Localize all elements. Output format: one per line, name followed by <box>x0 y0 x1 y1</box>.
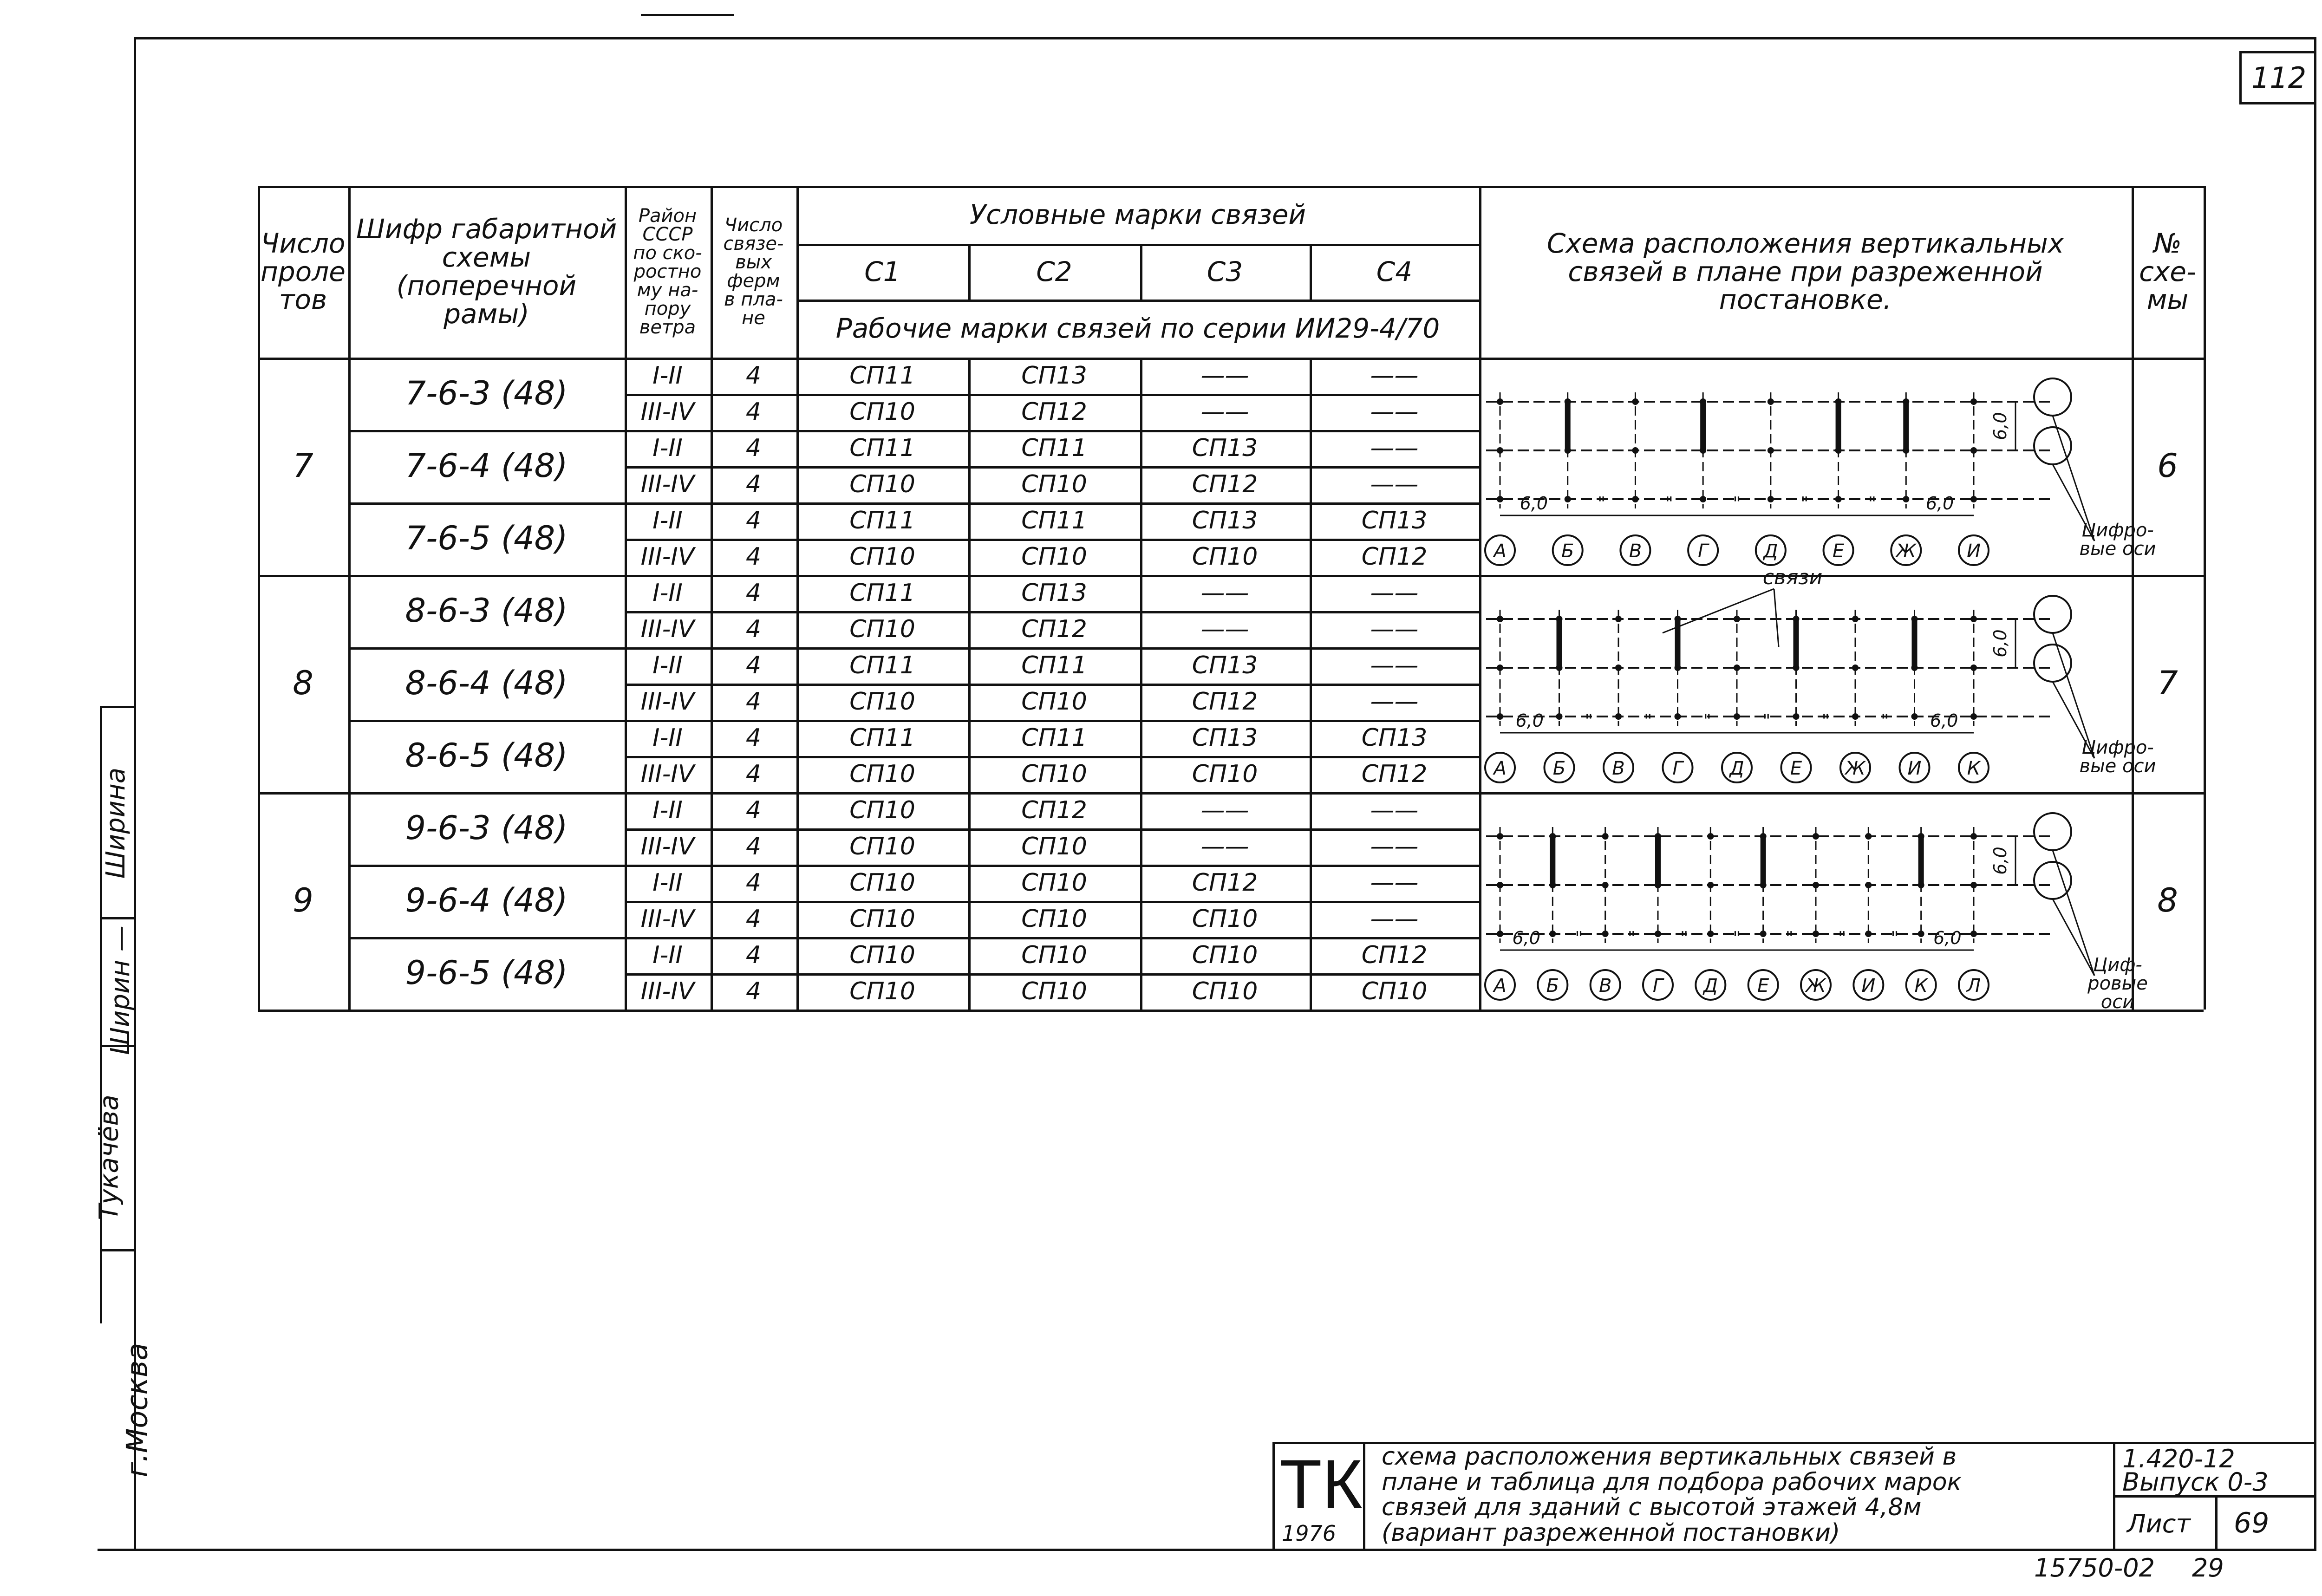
node <box>1497 496 1503 502</box>
row-mark-c1: СП10 <box>849 542 915 571</box>
row-region: I-II <box>652 941 683 969</box>
node <box>1911 713 1918 720</box>
dimension-label: " <box>1868 493 1877 514</box>
node <box>1707 882 1714 888</box>
header-mark-c3: С3 <box>1207 255 1243 287</box>
node <box>1865 833 1872 840</box>
row-mark-c2: СП11 <box>1021 434 1087 462</box>
side-label-1: Ширина <box>101 767 131 879</box>
dimension-label: " <box>1821 710 1830 731</box>
sheet-value: 69 <box>2234 1507 2270 1539</box>
row-cipher: 7-6-3 (48) <box>405 374 568 413</box>
row-spans: 7 <box>293 447 313 485</box>
axis-label: И <box>1907 758 1922 779</box>
header-count: Число связе- вых ферм в пла- не <box>723 215 784 329</box>
axis-label: К <box>1967 758 1981 779</box>
node <box>1700 496 1706 502</box>
row-mark-c2: СП10 <box>1021 977 1087 1005</box>
row-mark-c1: СП10 <box>849 977 915 1005</box>
header-mark-c2: С2 <box>1036 255 1072 287</box>
axis-label: К <box>1914 975 1928 997</box>
node <box>1565 496 1571 502</box>
node <box>1549 931 1556 937</box>
header-mark-c4: С4 <box>1376 255 1413 287</box>
title-year: 1976 <box>1282 1521 1337 1546</box>
dimension-label: 6,0 <box>1933 928 1962 948</box>
dimension-label: " <box>1733 493 1741 514</box>
sheet-label: Лист <box>2127 1509 2191 1538</box>
dimension-label: " <box>1680 928 1689 948</box>
row-mark-c4: —— <box>1370 796 1419 824</box>
row-region: I-II <box>652 796 683 824</box>
row-mark-c3: СП12 <box>1192 868 1258 897</box>
row-mark-c3: СП13 <box>1192 506 1258 534</box>
row-mark-c3: СП12 <box>1192 687 1258 716</box>
numeric-axes-label: вые оси <box>2079 756 2156 777</box>
side-label-3: Тукачёва <box>94 1094 124 1220</box>
dimension-label: " <box>1838 928 1846 948</box>
dimension-label: 6,0 <box>1512 928 1540 948</box>
row-count: 4 <box>745 723 762 752</box>
axis-label: Д <box>1763 541 1778 562</box>
row-mark-c2: СП13 <box>1021 361 1087 390</box>
row-region: III-IV <box>640 977 695 1005</box>
node <box>1970 931 1977 937</box>
row-cipher: 8-6-4 (48) <box>405 664 568 703</box>
row-mark-c1: СП10 <box>849 470 915 498</box>
row-mark-c4: СП12 <box>1361 941 1428 969</box>
node <box>1497 882 1503 888</box>
row-mark-c1: СП11 <box>849 723 915 752</box>
row-region: I-II <box>652 361 683 390</box>
row-mark-c3: —— <box>1200 579 1249 607</box>
row-mark-c3: —— <box>1200 397 1249 426</box>
axis-label: Б <box>1546 975 1559 997</box>
row-mark-c1: СП10 <box>849 868 915 897</box>
dimension-label: " <box>1762 710 1771 731</box>
node <box>1497 616 1503 622</box>
dimension-label: " <box>1627 928 1636 948</box>
row-mark-c1: СП11 <box>849 579 915 607</box>
node <box>1835 496 1842 502</box>
row-mark-c3: СП13 <box>1192 434 1258 462</box>
node <box>1632 398 1638 405</box>
axis-label: В <box>1598 975 1612 997</box>
row-scheme-no: 8 <box>2157 881 2178 920</box>
row-count: 4 <box>745 796 762 824</box>
row-mark-c4: СП12 <box>1361 542 1428 571</box>
axis-label: Е <box>1757 975 1769 997</box>
node <box>1852 616 1859 622</box>
row-count: 4 <box>745 687 762 716</box>
node <box>1970 664 1977 671</box>
header-spans: Число проле тов <box>261 227 346 316</box>
axis-label: Б <box>1552 758 1566 779</box>
node <box>1734 616 1740 622</box>
dimension-label: " <box>1575 928 1583 948</box>
dimension-label: 6,0 <box>1520 493 1548 514</box>
node <box>1970 713 1977 720</box>
node <box>1813 882 1819 888</box>
node <box>1760 931 1767 937</box>
row-mark-c3: СП13 <box>1192 651 1258 679</box>
node <box>1615 713 1622 720</box>
axis-label: Е <box>1790 758 1802 779</box>
row-mark-c2: СП13 <box>1021 579 1087 607</box>
node <box>1903 496 1909 502</box>
axis-label: В <box>1612 758 1625 779</box>
row-scheme-no: 7 <box>2157 664 2178 703</box>
row-mark-c2: СП10 <box>1021 470 1087 498</box>
row-region: III-IV <box>640 615 695 643</box>
row-region: III-IV <box>640 397 695 426</box>
axis-label: Е <box>1832 541 1845 562</box>
numeric-axes-label: ровые <box>2087 973 2148 994</box>
row-region: I-II <box>652 506 683 534</box>
row-mark-c1: СП10 <box>849 796 915 824</box>
node <box>1497 664 1503 671</box>
row-mark-c2: СП10 <box>1021 687 1087 716</box>
node <box>1970 616 1977 622</box>
dimension-label: " <box>1891 928 1899 948</box>
node <box>1497 447 1503 454</box>
row-mark-c1: СП10 <box>849 941 915 969</box>
row-mark-c2: СП12 <box>1021 397 1087 426</box>
axis-label: Г <box>1672 758 1683 779</box>
row-spans: 9 <box>293 881 313 920</box>
row-mark-c4: —— <box>1370 615 1419 643</box>
numeric-axis-bubble <box>2034 862 2071 899</box>
node <box>1865 931 1872 937</box>
row-region: III-IV <box>640 832 695 860</box>
axis-label: А <box>1494 975 1507 997</box>
dimension-label: " <box>1644 710 1652 731</box>
row-count: 4 <box>745 832 762 860</box>
node <box>1497 833 1503 840</box>
vertical-dimension-label: 6,0 <box>1990 847 2010 875</box>
node <box>1707 833 1714 840</box>
row-cipher: 9-6-5 (48) <box>405 954 568 992</box>
node <box>1970 496 1977 502</box>
dimension-label: " <box>1800 493 1809 514</box>
row-mark-c2: СП11 <box>1021 651 1087 679</box>
leader-line <box>2053 899 2094 976</box>
row-region: III-IV <box>640 760 695 788</box>
axis-label: Д <box>1729 758 1744 779</box>
node <box>1768 496 1774 502</box>
row-count: 4 <box>745 579 762 607</box>
node <box>1768 398 1774 405</box>
row-count: 4 <box>745 434 762 462</box>
row-region: III-IV <box>640 542 695 571</box>
row-mark-c3: СП10 <box>1192 542 1258 571</box>
row-mark-c2: СП10 <box>1021 832 1087 860</box>
org-code: ТК <box>1279 1445 1363 1523</box>
numeric-axis-bubble <box>2034 596 2071 633</box>
node <box>1655 931 1661 937</box>
header-mark-c1: С1 <box>864 255 900 287</box>
row-mark-c2: СП10 <box>1021 941 1087 969</box>
row-mark-c2: СП11 <box>1021 506 1087 534</box>
vertical-dimension-label: 6,0 <box>1990 412 2010 440</box>
title-text: схема расположения вертикальных связей в плане и таблица для подбора рабочих марок связей для зданий с высотой этажей 4,8м (вариант разреженной постановки) <box>1382 1443 1962 1547</box>
node <box>1793 713 1800 720</box>
bracing-note: связи <box>1762 566 1823 589</box>
node <box>1970 882 1977 888</box>
title-block-divider <box>1363 1442 1365 1549</box>
row-count: 4 <box>745 615 762 643</box>
axis-label: Д <box>1703 975 1718 997</box>
vertical-dimension-label: 6,0 <box>1990 629 2010 658</box>
row-mark-c2: СП12 <box>1021 796 1087 824</box>
row-mark-c4: СП10 <box>1361 977 1428 1005</box>
row-mark-c4: СП13 <box>1361 723 1428 752</box>
row-mark-c3: СП13 <box>1192 723 1258 752</box>
row-mark-c1: СП10 <box>849 760 915 788</box>
row-mark-c1: СП11 <box>849 434 915 462</box>
node <box>1497 398 1503 405</box>
row-mark-c4: —— <box>1370 832 1419 860</box>
node <box>1602 931 1609 937</box>
dimension-label: 6,0 <box>1925 493 1954 514</box>
row-mark-c3: СП10 <box>1192 977 1258 1005</box>
node <box>1602 882 1609 888</box>
axis-label: В <box>1629 541 1642 562</box>
row-region: I-II <box>652 723 683 752</box>
row-mark-c2: СП10 <box>1021 868 1087 897</box>
row-mark-c4: —— <box>1370 651 1419 679</box>
dimension-label: " <box>1881 710 1889 731</box>
node <box>1918 931 1924 937</box>
node <box>1970 833 1977 840</box>
numeric-axes-label: Цифро- <box>2081 737 2154 758</box>
node <box>1970 447 1977 454</box>
row-mark-c4: —— <box>1370 687 1419 716</box>
row-count: 4 <box>745 651 762 679</box>
node <box>1707 931 1714 937</box>
header-region: Район СССР по ско- ростно му на- пору ветра <box>633 205 702 338</box>
dimension-label: " <box>1703 710 1711 731</box>
row-mark-c2: СП12 <box>1021 615 1087 643</box>
node <box>1852 664 1859 671</box>
series-code: 1.420-12 <box>2122 1444 2235 1473</box>
axis-label: Ж <box>1896 541 1916 562</box>
node <box>1497 931 1503 937</box>
numeric-axis-bubble <box>2034 813 2071 850</box>
dimension-label: 6,0 <box>1515 710 1544 731</box>
row-count: 4 <box>745 470 762 498</box>
row-region: III-IV <box>640 470 695 498</box>
row-mark-c4: —— <box>1370 868 1419 897</box>
node <box>1768 447 1774 454</box>
node <box>1852 713 1859 720</box>
row-region: I-II <box>652 651 683 679</box>
row-mark-c3: —— <box>1200 361 1249 390</box>
row-mark-c4: —— <box>1370 397 1419 426</box>
leader-line <box>2053 850 2094 976</box>
node <box>1813 833 1819 840</box>
dimension-label: " <box>1733 928 1741 948</box>
row-mark-c4: СП13 <box>1361 506 1428 534</box>
row-mark-c3: —— <box>1200 615 1249 643</box>
dimension-label: " <box>1785 928 1794 948</box>
row-mark-c1: СП11 <box>849 651 915 679</box>
axis-label: И <box>1967 541 1981 562</box>
node <box>1734 713 1740 720</box>
row-cipher: 8-6-5 (48) <box>405 736 568 775</box>
row-mark-c1: СП11 <box>849 361 915 390</box>
row-region: I-II <box>652 579 683 607</box>
sheet-number: 112 <box>2251 61 2307 95</box>
axis-label: Ж <box>1845 758 1865 779</box>
row-mark-c1: СП10 <box>849 615 915 643</box>
axis-label: Б <box>1561 541 1574 562</box>
header-scheme: Схема расположения вертикальных связей в плане при разреженной постановке. <box>1546 227 2064 316</box>
leader-line <box>1663 589 1774 633</box>
row-count: 4 <box>745 361 762 390</box>
node <box>1497 713 1503 720</box>
axis-label: Г <box>1697 541 1709 562</box>
city-label: г.Москва <box>120 1342 154 1478</box>
row-mark-c4: СП12 <box>1361 760 1428 788</box>
leader-line <box>1774 589 1779 647</box>
row-mark-c2: СП11 <box>1021 723 1087 752</box>
row-mark-c1: СП10 <box>849 905 915 933</box>
node <box>1865 882 1872 888</box>
row-mark-c1: СП10 <box>849 397 915 426</box>
header-work-marks: Рабочие марки связей по серии ИИ29-4/70 <box>835 313 1440 345</box>
row-region: III-IV <box>640 687 695 716</box>
row-cipher: 9-6-3 (48) <box>405 809 568 847</box>
row-count: 4 <box>745 397 762 426</box>
row-scheme-no: 6 <box>2157 447 2178 485</box>
row-cipher: 8-6-3 (48) <box>405 592 568 630</box>
header-scheme-no: № схе- мы <box>2139 227 2196 316</box>
node <box>1615 664 1622 671</box>
title-block-divider <box>2215 1495 2218 1549</box>
row-mark-c4: —— <box>1370 905 1419 933</box>
numeric-axis-bubble <box>2034 645 2071 682</box>
numeric-axes-label: Циф- <box>2093 954 2142 976</box>
node <box>1556 713 1563 720</box>
row-mark-c3: —— <box>1200 796 1249 824</box>
row-cipher: 7-6-4 (48) <box>405 447 568 485</box>
numeric-axes-label: вые оси <box>2079 538 2156 560</box>
node <box>1970 398 1977 405</box>
page-number: 29 <box>2192 1553 2224 1583</box>
numeric-axis-bubble <box>2034 427 2071 464</box>
header-cipher: Шифр габаритной схемы (поперечной рамы) <box>356 213 617 330</box>
row-count: 4 <box>745 542 762 571</box>
side-label-2: Ширин — <box>105 925 136 1055</box>
row-mark-c4: —— <box>1370 470 1419 498</box>
numeric-axes-label: оси <box>2100 991 2135 1013</box>
row-mark-c1: СП10 <box>849 687 915 716</box>
node <box>1734 664 1740 671</box>
row-mark-c1: СП11 <box>849 506 915 534</box>
node <box>1632 496 1638 502</box>
issue: Выпуск 0-3 <box>2122 1467 2269 1497</box>
row-mark-c4: —— <box>1370 361 1419 390</box>
row-count: 4 <box>745 905 762 933</box>
row-count: 4 <box>745 760 762 788</box>
row-mark-c4: —— <box>1370 434 1419 462</box>
row-mark-c2: СП10 <box>1021 542 1087 571</box>
dimension-label: 6,0 <box>1930 710 1958 731</box>
node <box>1813 931 1819 937</box>
doc-number: 15750-02 <box>2034 1553 2155 1583</box>
axis-label: И <box>1861 975 1876 997</box>
row-count: 4 <box>745 941 762 969</box>
dimension-label: " <box>1597 493 1606 514</box>
row-mark-c3: СП10 <box>1192 760 1258 788</box>
axis-label: А <box>1494 758 1507 779</box>
row-cipher: 7-6-5 (48) <box>405 519 568 558</box>
row-spans: 8 <box>293 664 313 703</box>
row-count: 4 <box>745 977 762 1005</box>
row-mark-c1: СП10 <box>849 832 915 860</box>
row-mark-c3: СП10 <box>1192 941 1258 969</box>
numeric-axes-label: Цифро- <box>2081 520 2154 541</box>
row-mark-c4: —— <box>1370 579 1419 607</box>
axis-label: Ж <box>1806 975 1826 997</box>
node <box>1675 713 1681 720</box>
node <box>1615 616 1622 622</box>
row-cipher: 9-6-4 (48) <box>405 881 568 920</box>
row-mark-c2: СП10 <box>1021 760 1087 788</box>
row-count: 4 <box>745 868 762 897</box>
axis-label: А <box>1494 541 1507 562</box>
row-mark-c2: СП10 <box>1021 905 1087 933</box>
dimension-label: " <box>1585 710 1593 731</box>
row-region: III-IV <box>640 905 695 933</box>
numeric-axis-bubble <box>2034 378 2071 416</box>
row-region: I-II <box>652 434 683 462</box>
row-mark-c3: —— <box>1200 832 1249 860</box>
row-mark-c3: СП12 <box>1192 470 1258 498</box>
dimension-label: " <box>1665 493 1674 514</box>
row-count: 4 <box>745 506 762 534</box>
row-mark-c3: СП10 <box>1192 905 1258 933</box>
row-region: I-II <box>652 868 683 897</box>
header-marks: Условные марки связей <box>969 199 1306 231</box>
node <box>1632 447 1638 454</box>
axis-label: Г <box>1652 975 1663 997</box>
axis-label: Л <box>1966 975 1981 997</box>
node <box>1602 833 1609 840</box>
